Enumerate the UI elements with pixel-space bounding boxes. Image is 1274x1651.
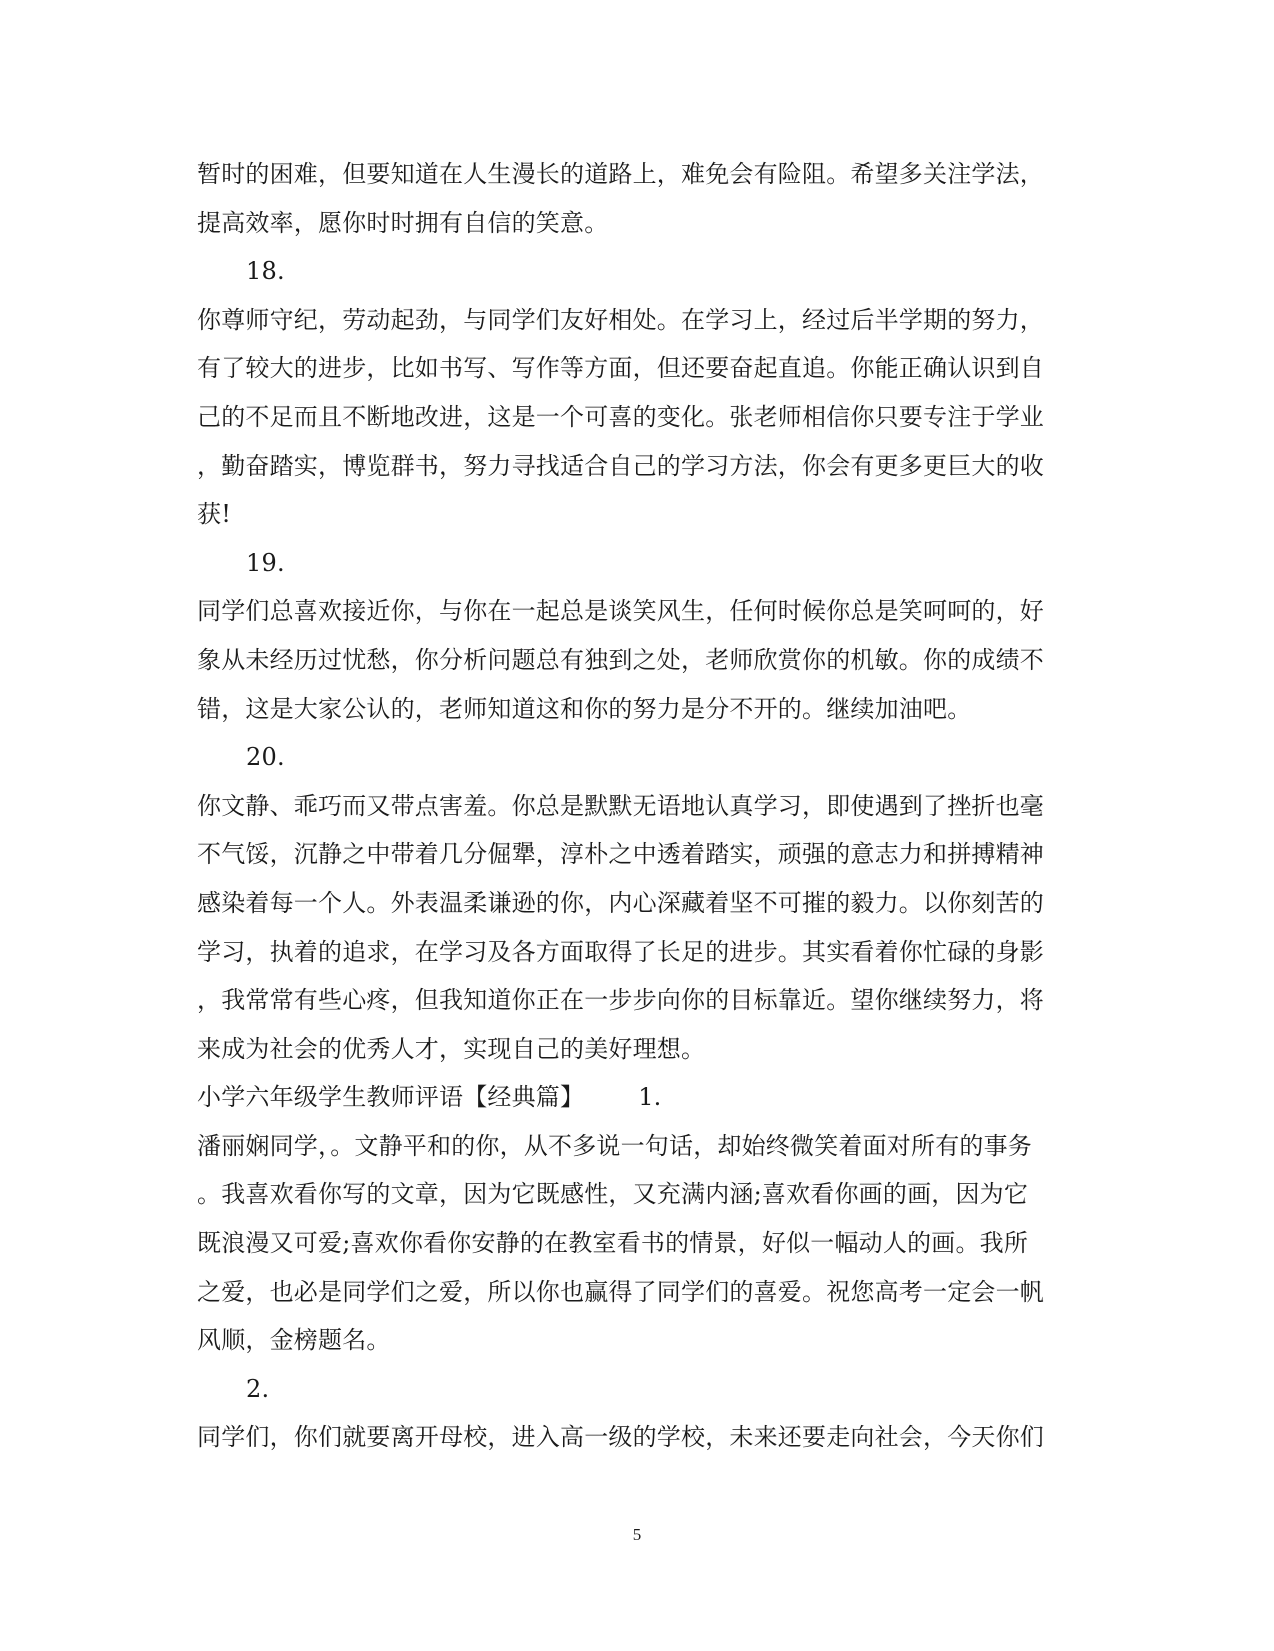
text-line: 潘丽娴同学，。文静平和的你，从不多说一句话，却始终微笑着面对所有的事务 (197, 1131, 1032, 1160)
document-body (197, 150, 1077, 1462)
text-line: 获! (197, 500, 232, 529)
item-number: 2. (246, 1374, 270, 1403)
text-line: 提高效率，愿你时时拥有自信的笑意。 (197, 208, 609, 237)
text-line: 来成为社会的优秀人才，实现自己的美好理想。 (197, 1034, 706, 1063)
text-line: 己的不足而且不断地改进，这是一个可喜的变化。张老师相信你只要专注于学业 (197, 402, 1044, 431)
text-line: 之爱，也必是同学们之爱，所以你也赢得了同学们的喜爱。祝您高考一定会一帆 (197, 1277, 1044, 1306)
text-line: 你文静、乖巧而又带点害羞。你总是默默无语地认真学习，即使遇到了挫折也毫 (197, 791, 1044, 820)
item-number: 20. (246, 743, 285, 772)
text-line: 你尊师守纪，劳动起劲，与同学们友好相处。在学习上，经过后半学期的努力， (197, 305, 1044, 334)
text-line: ，勤奋踏实，博览群书，努力寻找适合自己的学习方法，你会有更多更巨大的收 (197, 451, 1044, 480)
text-line: 既浪漫又可爱;喜欢你看你安静的在教室看书的情景，好似一幅动人的画。我所 (197, 1229, 1029, 1258)
text-line: 同学们，你们就要离开母校，进入高一级的学校，未来还要走向社会，今天你们 (197, 1423, 1044, 1452)
item-number: 1. (638, 1083, 662, 1112)
text-line: 。我喜欢看你写的文章，因为它既感性，又充满内涵;喜欢看你画的画，因为它 (197, 1180, 1029, 1209)
text-line: 不气馁，沉静之中带着几分倔犟，淳朴之中透着踏实，顽强的意志力和拼搏精神 (197, 840, 1044, 869)
text-line: 象从未经历过忧愁，你分析问题总有独到之处，老师欣赏你的机敏。你的成绩不 (197, 645, 1044, 674)
item-number: 19. (246, 548, 285, 577)
section-title: 小学六年级学生教师评语【经典篇】 (197, 1083, 585, 1112)
text-line: 暂时的困难，但要知道在人生漫长的道路上，难免会有险阻。希望多关注学法， (197, 160, 1044, 188)
section-heading (197, 1073, 1077, 1122)
text-line: 错，这是大家公认的，老师知道这和你的努力是分不开的。继续加油吧。 (197, 694, 972, 723)
page-number: 5 (632, 1525, 642, 1544)
text-line: 感染着每一个人。外表温柔谦逊的你，内心深藏着坚不可摧的毅力。以你刻苦的 (197, 888, 1044, 917)
text-line: 有了较大的进步，比如书写、写作等方面，但还要奋起直追。你能正确认识到自 (197, 354, 1044, 383)
text-line: 风顺，金榜题名。 (197, 1326, 391, 1355)
text-line: 学习，执着的追求，在学习及各方面取得了长足的进步。其实看着你忙碌的身影 (197, 937, 1044, 966)
item-number: 18. (246, 257, 285, 286)
text-line: ，我常常有些心疼，但我知道你正在一步步向你的目标靠近。望你继续努力，将 (197, 986, 1044, 1015)
text-line: 同学们总喜欢接近你，与你在一起总是谈笑风生，任何时候你总是笑呵呵的，好 (197, 597, 1044, 626)
